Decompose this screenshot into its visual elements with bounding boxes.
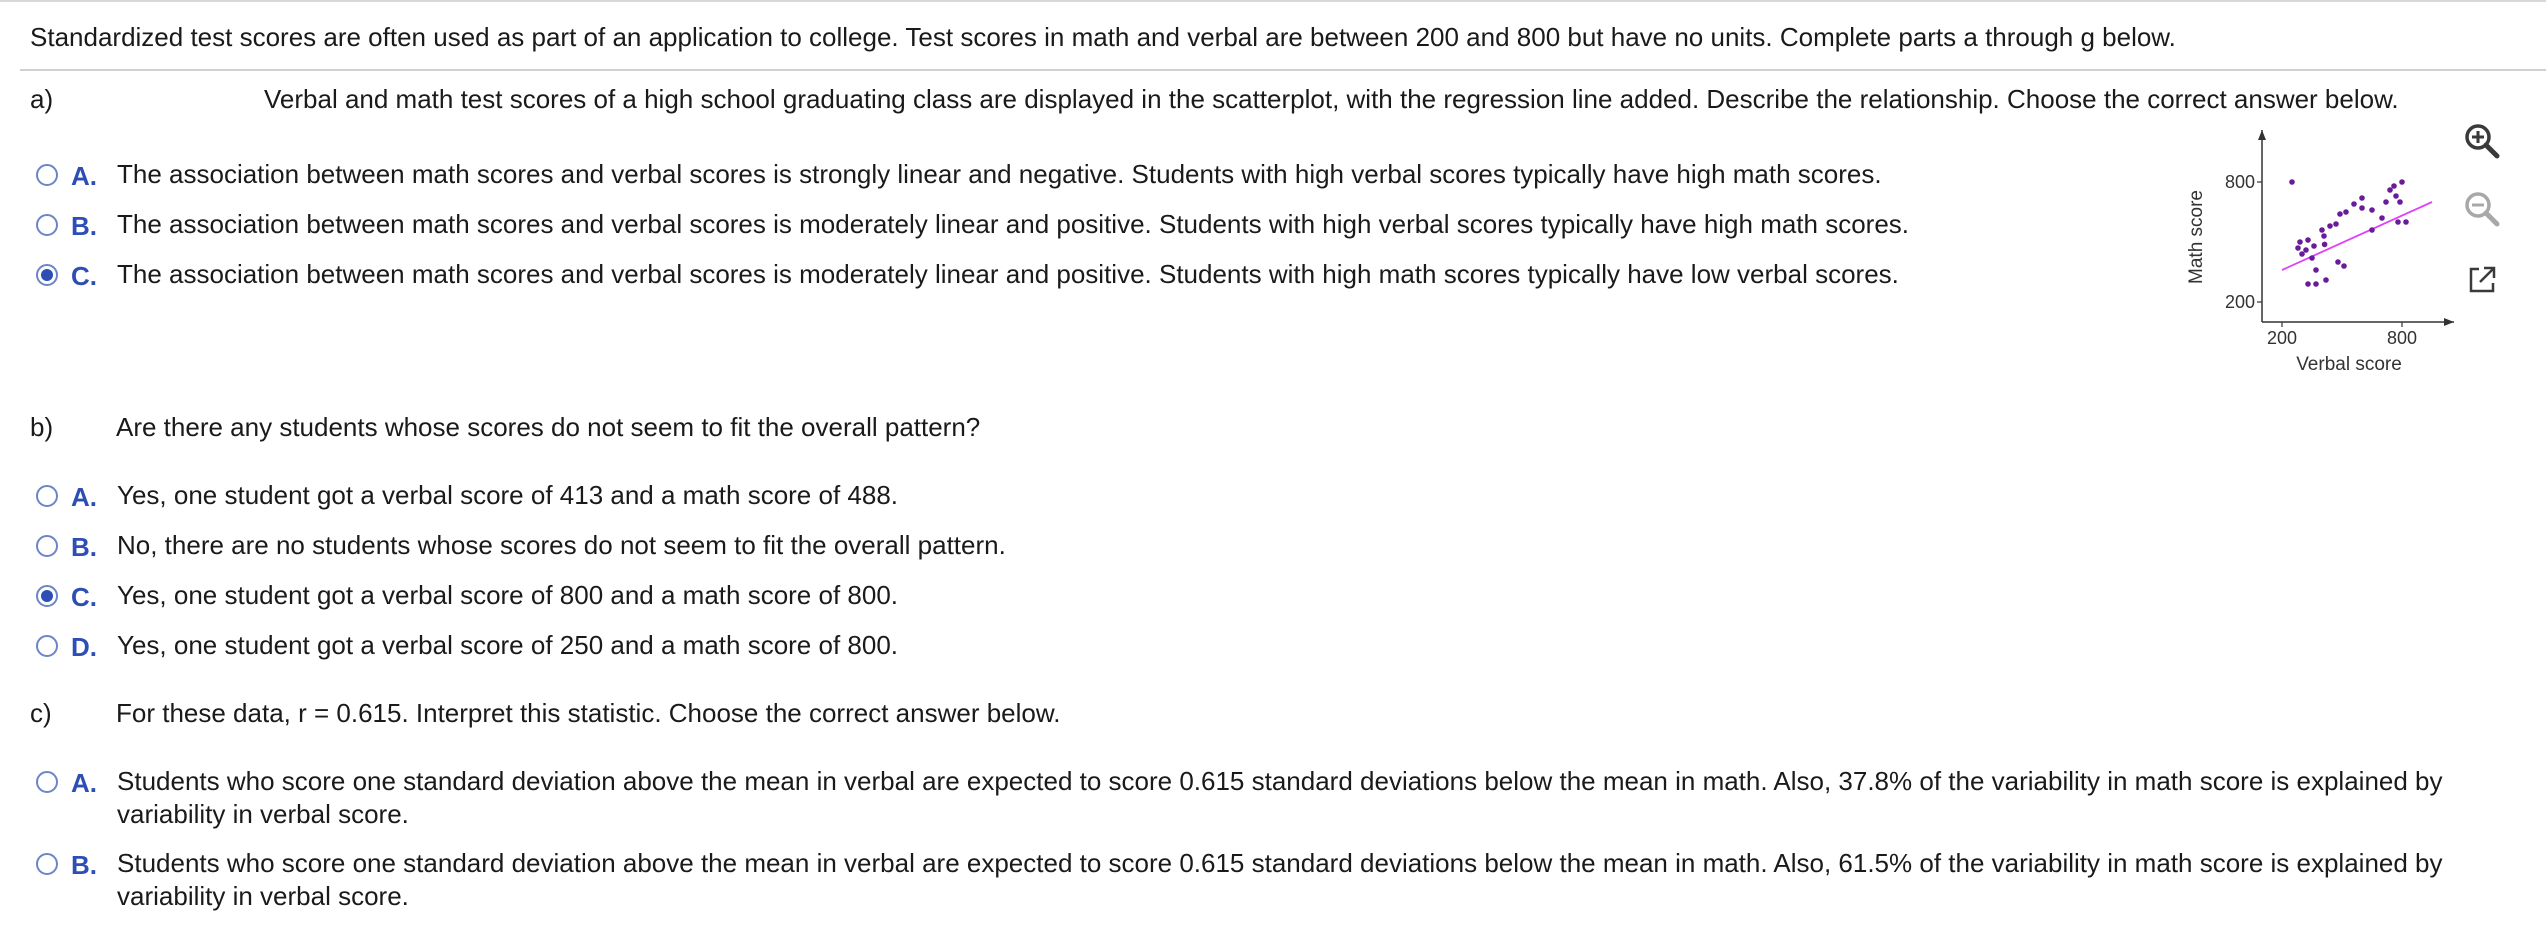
data-point (2311, 243, 2317, 249)
data-point (2319, 227, 2325, 233)
data-point (2305, 237, 2311, 243)
data-point (2297, 239, 2303, 245)
intro-text: Standardized test scores are often used as part of an application to college. Test scores in math and verbal are between 200 and 800 but have no units. Complete parts a through g below. (30, 22, 2176, 52)
part-b-label: b) (30, 412, 54, 442)
scatterplot-svg (2180, 120, 2460, 380)
option-letter: C. (71, 582, 97, 612)
part-b-option-a[interactable] (36, 482, 898, 513)
zoom-out-button[interactable] (2459, 186, 2505, 232)
part-c-option-a[interactable] (36, 768, 2466, 831)
option-text: The association between math scores and verbal scores is strongly linear and negative. Students with high verbal scores typically have high math scores. (117, 159, 1882, 189)
data-point (2387, 187, 2393, 193)
data-point (2322, 242, 2328, 248)
data-point (2323, 277, 2329, 283)
option-letter: A. (71, 161, 97, 191)
radio-button[interactable] (36, 214, 58, 236)
zoom-in-icon (2462, 121, 2502, 161)
radio-button[interactable] (36, 164, 58, 186)
data-point (2383, 199, 2389, 205)
option-letter: D. (71, 632, 97, 662)
popout-icon (2465, 263, 2499, 297)
zoom-in-button[interactable] (2459, 118, 2505, 164)
data-point (2341, 263, 2347, 269)
data-point (2295, 245, 2301, 251)
radio-button[interactable] (36, 535, 58, 557)
data-point (2395, 219, 2401, 225)
option-text: No, there are no students whose scores do not seem to fit the overall pattern. (117, 530, 1006, 560)
data-point (2333, 221, 2339, 227)
y-axis-label: Math score (2186, 190, 2207, 284)
radio-button[interactable] (36, 771, 58, 793)
part-c-option-b[interactable] (36, 850, 2466, 913)
part-b-option-d[interactable] (36, 632, 898, 663)
option-text: The association between math scores and verbal scores is moderately linear and positive. Students with high verbal scores typically have high math scores. (117, 209, 1910, 239)
data-point (2327, 223, 2333, 229)
x-axis-label: Verbal score (2296, 354, 2402, 375)
data-point (2305, 281, 2311, 287)
data-point (2369, 207, 2375, 213)
radio-button-selected[interactable] (36, 264, 58, 286)
data-point (2397, 199, 2403, 205)
option-letter: B. (71, 211, 97, 241)
top-border (0, 0, 2546, 2)
data-point (2303, 247, 2309, 253)
data-point (2313, 281, 2319, 287)
data-point (2379, 215, 2385, 221)
part-a-option-c[interactable] (36, 261, 1899, 292)
part-c-label: c) (30, 698, 52, 728)
data-point (2359, 195, 2365, 201)
data-point (2335, 259, 2341, 265)
y-tick-label: 800 (2224, 172, 2255, 192)
option-text: The association between math scores and verbal scores is moderately linear and positive. Students with high math scores typically have low verbal scores. (117, 259, 1899, 289)
option-letter: A. (71, 482, 97, 512)
data-point (2313, 267, 2319, 273)
data-point (2391, 183, 2397, 189)
x-axis-arrow (2444, 318, 2454, 326)
radio-button-selected[interactable] (36, 585, 58, 607)
option-letter: A. (71, 768, 97, 798)
zoom-out-icon (2462, 189, 2502, 229)
data-point (2369, 227, 2375, 233)
data-point (2289, 179, 2295, 185)
radio-button[interactable] (36, 853, 58, 875)
popout-button[interactable] (2459, 257, 2505, 303)
part-b-prompt: Are there any students whose scores do not seem to fit the overall pattern? (116, 412, 981, 442)
y-tick-label: 200 (2224, 292, 2255, 312)
data-point (2359, 205, 2365, 211)
data-point (2309, 255, 2315, 261)
option-letter: C. (71, 261, 97, 291)
part-c-prompt: For these data, r = 0.615. Interpret this statistic. Choose the correct answer below. (116, 698, 1061, 728)
option-text: Yes, one student got a verbal score of 800 and a math score of 800. (117, 580, 899, 610)
part-b-option-c[interactable] (36, 582, 898, 613)
option-letter: B. (71, 532, 97, 562)
part-a-prompt: Verbal and math test scores of a high school graduating class are displayed in the scatterplot, with the regression line added. Describe the relationship. Choose the correct answer below. (264, 84, 2399, 114)
data-point (2321, 233, 2327, 239)
data-point (2351, 201, 2357, 207)
part-a-option-b[interactable] (36, 211, 1909, 242)
data-point (2343, 209, 2349, 215)
x-tick-label: 200 (2266, 328, 2298, 348)
data-point (2403, 219, 2409, 225)
option-letter: B. (71, 850, 97, 880)
option-text: Students who score one standard deviation above the mean in verbal are expected to score 0.615 standard deviations below the mean in math. Also, 37.8% of the variability in math score is explained by variability in verbal score. (117, 766, 2443, 829)
scatterplot (2180, 120, 2460, 380)
option-text: Yes, one student got a verbal score of 413 and a math score of 488. (117, 480, 899, 510)
x-tick-label: 800 (2386, 328, 2418, 348)
data-point (2299, 251, 2305, 257)
radio-button[interactable] (36, 485, 58, 507)
radio-button[interactable] (36, 635, 58, 657)
part-a-option-a[interactable] (36, 161, 1882, 192)
option-text: Yes, one student got a verbal score of 250 and a math score of 800. (117, 630, 899, 660)
part-a-label: a) (30, 84, 54, 114)
option-text: Students who score one standard deviation above the mean in verbal are expected to score 0.615 standard deviations below the mean in math. Also, 61.5% of the variability in math score is explained by variability in verbal score. (117, 848, 2443, 911)
regression-line (2282, 202, 2432, 270)
part-b-option-b[interactable] (36, 532, 1006, 563)
data-point (2337, 211, 2343, 217)
intro-divider (20, 69, 2546, 71)
y-axis-arrow (2258, 130, 2266, 140)
data-point (2399, 179, 2405, 185)
data-point (2393, 193, 2399, 199)
